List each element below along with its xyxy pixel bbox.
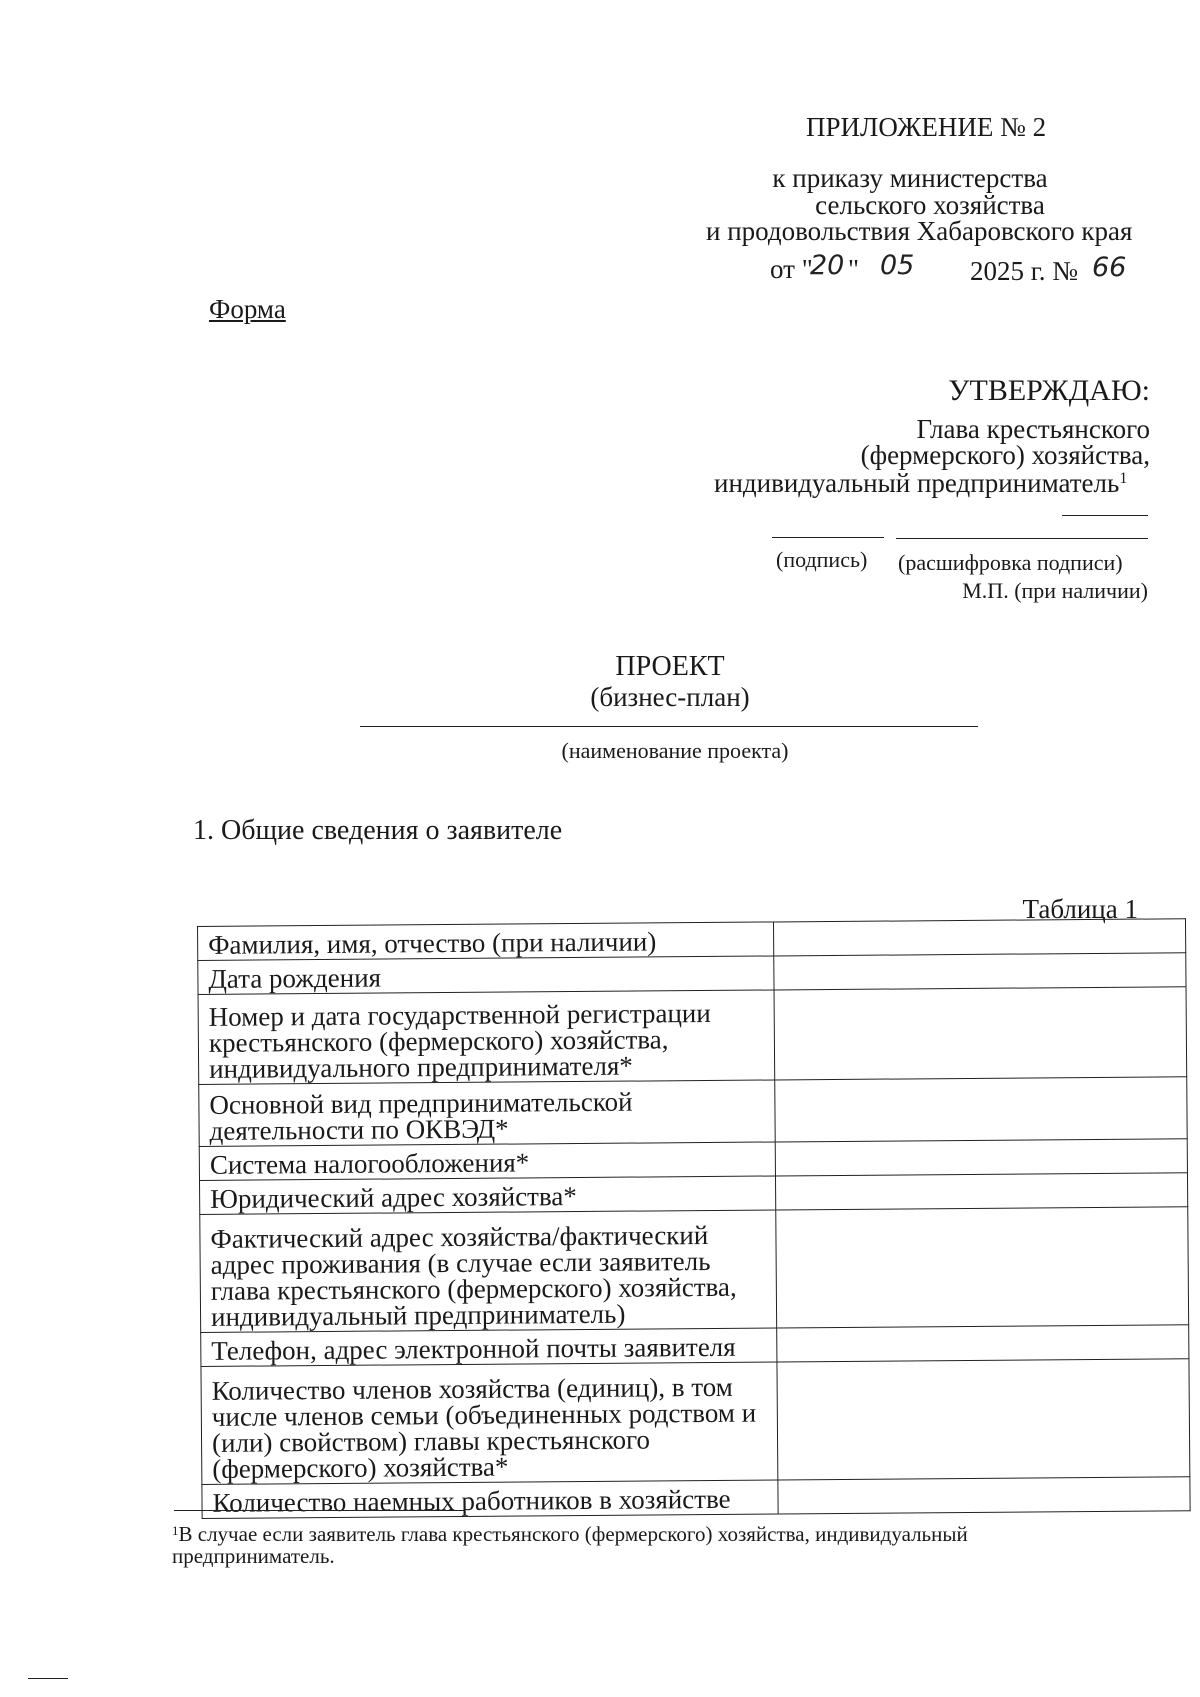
order-date-line <box>770 252 1150 292</box>
project-title: ПРОЕКТ <box>615 651 725 682</box>
row-label: Количество наемных работников в хозяйстве <box>202 1480 778 1519</box>
table-row <box>200 1207 1189 1333</box>
form-label: Форма <box>209 294 286 324</box>
date-year: 2025 г. № <box>970 256 1079 286</box>
signature-line <box>772 537 884 538</box>
table-row <box>201 1359 1190 1485</box>
table-row <box>198 987 1187 1085</box>
footnote-ref: 1 <box>1119 470 1128 487</box>
footnote <box>172 1520 1132 1567</box>
signature-top-line <box>1062 515 1148 516</box>
row-value-cell[interactable] <box>773 919 1185 956</box>
footnote-mark: 1 <box>172 1523 179 1538</box>
project-subtitle: (бизнес-план) <box>590 682 750 712</box>
approval-line-3 <box>714 464 1127 498</box>
signature-caption: (подпись) <box>776 547 868 572</box>
row-label: Телефон, адрес электронной почты заявителя <box>201 1328 777 1367</box>
row-label: Номер и дата государственной регистрации крестьянского (фермерского) хозяйства, индивидуального предпринимателя* <box>198 990 775 1085</box>
order-line-1: к приказу министерства <box>772 163 1048 193</box>
stamp-caption: М.П. (при наличии) <box>962 578 1148 603</box>
approval-line-3-text: индивидуальный предприниматель <box>714 468 1120 498</box>
order-line-2: сельского хозяйства <box>815 190 1045 220</box>
row-value-cell[interactable] <box>774 953 1186 990</box>
approval-title: УТВЕРЖДАЮ: <box>948 374 1150 407</box>
order-number-handwritten: 66 <box>1092 252 1127 283</box>
table-row <box>202 1477 1190 1519</box>
footnote-text: В случае если заявитель глава крестьянского (фермерского) хозяйства, индивидуальный предприниматель. <box>172 1522 968 1568</box>
row-value-cell[interactable] <box>778 1477 1190 1514</box>
row-label: Система налогообложения* <box>199 1142 775 1181</box>
row-label: Основной вид предпринимательской деятельности по ОКВЭД* <box>199 1080 775 1147</box>
row-value-cell[interactable] <box>776 1207 1189 1328</box>
row-value-cell[interactable] <box>777 1359 1190 1480</box>
margin-mark <box>28 1678 68 1679</box>
row-value-cell[interactable] <box>774 987 1187 1080</box>
approval-line-1: Глава крестьянского <box>916 414 1150 444</box>
section-heading: 1. Общие сведения о заявителе <box>193 815 563 846</box>
table-caption: Таблица 1 <box>1022 894 1138 924</box>
footnote-separator <box>174 1510 464 1511</box>
signature-decoding-line <box>896 538 1148 539</box>
project-name-caption: (наименование проекта) <box>561 738 789 763</box>
row-value-cell[interactable] <box>777 1325 1189 1362</box>
row-label: Фактический адрес хозяйства/фактический адрес проживания (в случае если заявитель глава крестьянского (фермерского) хозяйства, индивидуальный предприниматель) <box>200 1210 777 1333</box>
row-label: Количество членов хозяйства (единиц), в том числе членов семьи (объединенных родством и (или) свойством) главы крестьянского (фермерского) хозяйства* <box>201 1362 778 1485</box>
row-value-cell[interactable] <box>775 1173 1187 1210</box>
order-line-3: и продовольствия Хабаровского края <box>706 216 1133 246</box>
row-label: Фамилия, имя, отчество (при наличии) <box>198 922 774 961</box>
date-day-handwritten: 20 <box>810 250 845 281</box>
project-name-line <box>360 726 978 727</box>
row-value-cell[interactable] <box>775 1139 1187 1176</box>
date-prefix: от " <box>770 254 813 284</box>
table-row <box>199 1077 1187 1147</box>
appendix-title: ПРИЛОЖЕНИЕ № 2 <box>806 112 1047 142</box>
row-label: Дата рождения <box>198 956 774 995</box>
date-month-handwritten: 05 <box>880 250 915 281</box>
row-value-cell[interactable] <box>775 1077 1187 1142</box>
applicant-info-table <box>197 919 1148 1519</box>
row-label: Юридический адрес хозяйства* <box>199 1176 775 1215</box>
approval-line-2: (фермерского) хозяйства, <box>860 440 1150 470</box>
decoding-caption: (расшифровка подписи) <box>898 550 1123 575</box>
date-quote-close: " <box>848 254 860 284</box>
